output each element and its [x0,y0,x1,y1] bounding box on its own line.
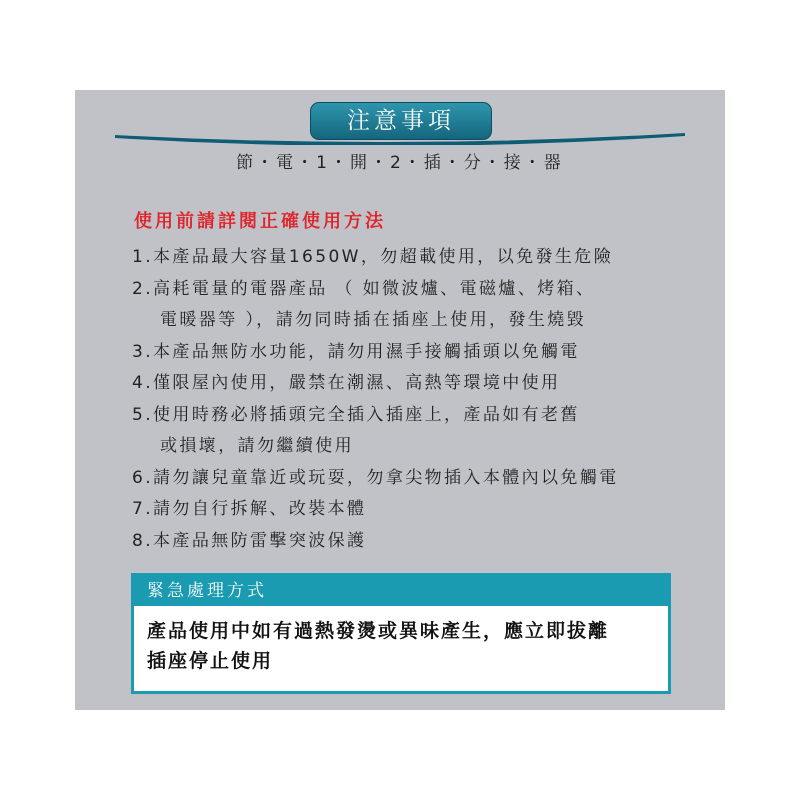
rule-item [132,368,619,400]
rule-item [132,274,619,337]
warning-heading: 使用前請詳閱正確使用方法 [134,211,386,232]
rule-line: 7.請勿自行拆解、改裝本體 [132,499,367,519]
rule-line: 1.本產品最大容量1650W，勿超載使用，以免發生危險 [132,247,614,267]
rule-line: 2.高耗電量的電器產品 （ 如微波爐、電磁爐、烤箱、 [132,278,596,299]
rule-item [132,337,619,369]
rule-item [132,463,619,495]
rule-line: 3.本產品無防水功能，請勿用濕手接觸插頭以免觸電 [132,341,580,362]
rule-item [132,400,619,463]
emergency-instructions [134,606,668,676]
rule-item [132,526,619,558]
rule-line-continued: 或損壞，請勿繼續使用 [160,436,354,456]
notice-title: 注意事項 [310,102,492,140]
rule-item [132,494,619,526]
rule-line-continued: 電暖器等 ），請勿同時插在插座上使用，發生燒毀 [160,310,587,330]
rule-line: 4.僅限屋內使用，嚴禁在潮濕、高熱等環境中使用 [132,373,561,393]
emergency-line: 產品使用中如有過熱發燙或異味產生，應立即拔離 [147,620,610,642]
rule-line: 8.本產品無防雷擊突波保護 [132,530,367,551]
product-subtitle: 節・電・1・開・2・插・分・接・器 [236,153,564,173]
notice-panel [75,90,725,710]
emergency-line: 插座停止使用 [147,650,274,672]
rule-line: 6.請勿讓兒童靠近或玩耍，勿拿尖物插入本體內以免觸電 [132,467,619,488]
rule-line: 5.使用時務必將插頭完全插入插座上，產品如有老舊 [132,404,580,425]
rules-list [132,242,619,557]
emergency-heading: 緊急處理方式 [134,576,668,606]
rule-item [132,242,619,274]
emergency-box [131,573,671,694]
